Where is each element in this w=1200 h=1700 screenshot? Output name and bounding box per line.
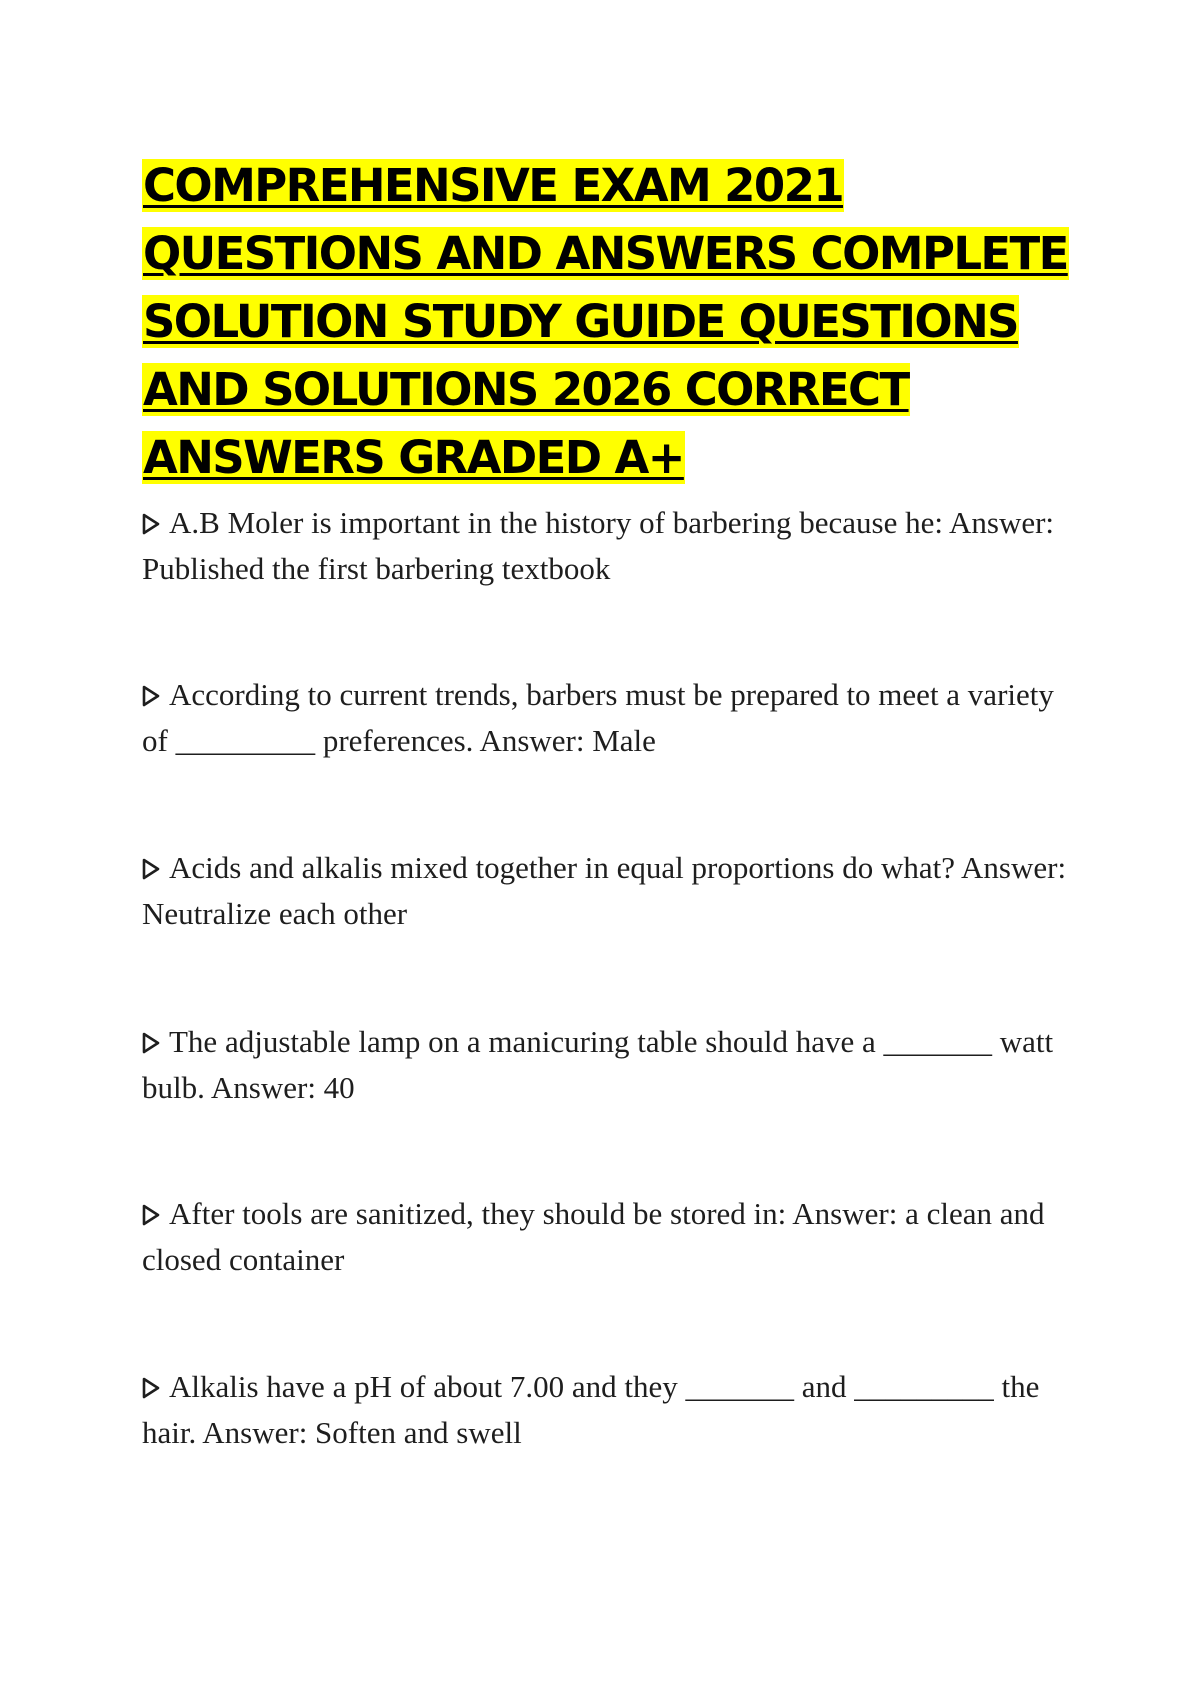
document-title — [142, 152, 1077, 492]
qa-item-text: The adjustable lamp on a manicuring table should have a _______ watt bulb. Answer: 40 — [142, 1024, 1054, 1105]
qa-item — [142, 1019, 1067, 1111]
qa-item-text: Acids and alkalis mixed together in equal proportions do what? Answer: Neutralize each other — [142, 850, 1067, 931]
qa-item — [142, 845, 1067, 937]
triangle-right-outline-icon — [142, 513, 160, 535]
qa-item-text: A.B Moler is important in the history of barbering because he: Answer: Published the first barbering textbook — [142, 505, 1055, 586]
qa-item-text: Alkalis have a pH of about 7.00 and they _______ and _________ the hair. Answer: Soften and swell — [142, 1369, 1040, 1450]
qa-item — [142, 672, 1067, 764]
triangle-right-outline-icon — [142, 1032, 160, 1054]
qa-item — [142, 1364, 1067, 1456]
qa-item — [142, 500, 1067, 592]
qa-item-text: After tools are sanitized, they should be stored in: Answer: a clean and closed container — [142, 1196, 1045, 1277]
qa-item — [142, 1191, 1067, 1283]
document-title-text: COMPREHENSIVE EXAM 2021 QUESTIONS AND ANSWERS COMPLETE SOLUTION STUDY GUIDE QUESTIONS AND SOLUTIONS 2026 CORRECT ANSWERS GRADED A+ — [143, 159, 1068, 484]
triangle-right-outline-icon — [142, 685, 160, 707]
triangle-right-outline-icon — [142, 1377, 160, 1399]
qa-item-text: According to current trends, barbers must be prepared to meet a variety of _________ preferences. Answer: Male — [142, 677, 1054, 758]
triangle-right-outline-icon — [142, 858, 160, 880]
triangle-right-outline-icon — [142, 1204, 160, 1226]
